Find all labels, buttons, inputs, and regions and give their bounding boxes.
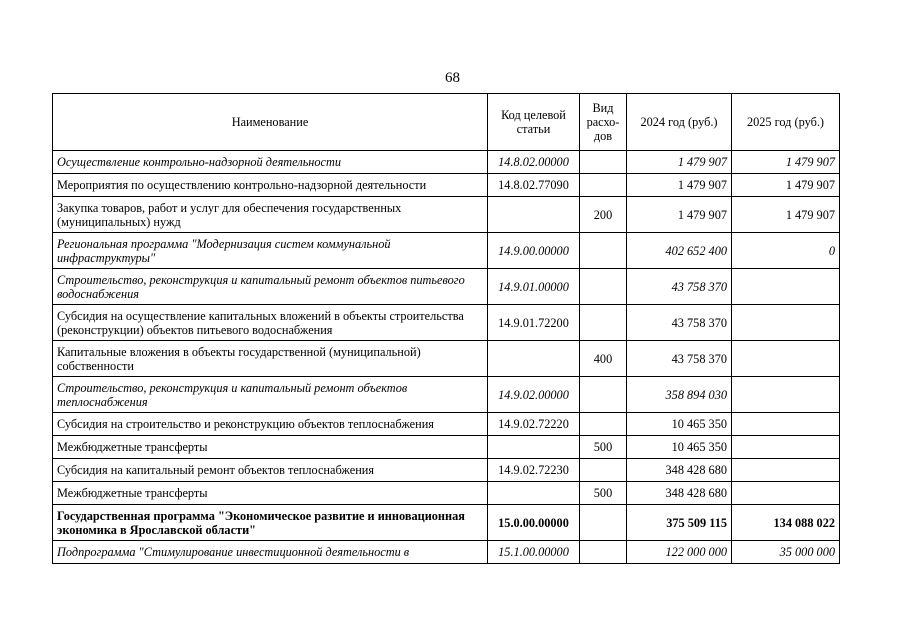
row-code-cell: 14.9.01.00000 [488, 269, 580, 305]
row-2025-amount-cell: 1 479 907 [732, 151, 840, 174]
row-code-cell: 14.8.02.00000 [488, 151, 580, 174]
table-row [53, 436, 840, 459]
table-header-row [53, 94, 840, 151]
row-2025-amount-cell: 1 479 907 [732, 174, 840, 197]
header-year-2024: 2024 год (руб.) [627, 94, 732, 151]
row-2025-amount-cell [732, 413, 840, 436]
row-2025-amount-cell [732, 269, 840, 305]
header-year-2025: 2025 год (руб.) [732, 94, 840, 151]
row-code-cell [488, 482, 580, 505]
table-row [53, 233, 840, 269]
row-2024-amount-cell: 122 000 000 [627, 541, 732, 564]
row-2024-amount-cell: 1 479 907 [627, 197, 732, 233]
row-name-cell: Строительство, реконструкция и капитальный ремонт объектов теплоснабжения [53, 377, 488, 413]
row-code-cell: 14.9.02.72230 [488, 459, 580, 482]
row-2024-amount-cell: 43 758 370 [627, 341, 732, 377]
row-2024-amount-cell: 358 894 030 [627, 377, 732, 413]
row-2024-amount-cell: 10 465 350 [627, 413, 732, 436]
row-kind-cell [580, 151, 627, 174]
row-2024-amount-cell: 348 428 680 [627, 459, 732, 482]
row-kind-cell: 400 [580, 341, 627, 377]
row-2025-amount-cell [732, 305, 840, 341]
row-kind-cell: 500 [580, 436, 627, 459]
table-row [53, 341, 840, 377]
table-row [53, 505, 840, 541]
row-2025-amount-cell [732, 377, 840, 413]
row-2024-amount-cell: 43 758 370 [627, 305, 732, 341]
row-2024-amount-cell: 375 509 115 [627, 505, 732, 541]
header-name: Наименование [53, 94, 488, 151]
row-code-cell: 15.0.00.00000 [488, 505, 580, 541]
row-name-cell: Государственная программа "Экономическое развитие и инновационная экономика в Ярославской области" [53, 505, 488, 541]
row-kind-cell [580, 413, 627, 436]
row-code-cell [488, 341, 580, 377]
row-name-cell: Региональная программа "Модернизация систем коммунальной инфраструктуры" [53, 233, 488, 269]
row-name-cell: Капитальные вложения в объекты государственной (муниципальной) собственности [53, 341, 488, 377]
row-name-cell: Подпрограмма "Стимулирование инвестиционной деятельности в [53, 541, 488, 564]
row-2025-amount-cell: 1 479 907 [732, 197, 840, 233]
row-name-cell: Строительство, реконструкция и капитальный ремонт объектов питьевого водоснабжения [53, 269, 488, 305]
table-row [53, 459, 840, 482]
row-2024-amount-cell: 1 479 907 [627, 174, 732, 197]
row-code-cell: 14.8.02.77090 [488, 174, 580, 197]
table-row [53, 305, 840, 341]
row-2025-amount-cell: 35 000 000 [732, 541, 840, 564]
row-2025-amount-cell: 134 088 022 [732, 505, 840, 541]
row-2024-amount-cell: 402 652 400 [627, 233, 732, 269]
row-2024-amount-cell: 10 465 350 [627, 436, 732, 459]
row-2025-amount-cell [732, 482, 840, 505]
row-kind-cell [580, 459, 627, 482]
table-row [53, 482, 840, 505]
row-kind-cell [580, 233, 627, 269]
row-name-cell: Закупка товаров, работ и услуг для обеспечения государственных (муниципальных) нужд [53, 197, 488, 233]
row-name-cell: Межбюджетные трансферты [53, 482, 488, 505]
row-2024-amount-cell: 43 758 370 [627, 269, 732, 305]
row-code-cell: 14.9.02.00000 [488, 377, 580, 413]
header-code: Код целевой статьи [488, 94, 580, 151]
table-row [53, 377, 840, 413]
row-kind-cell: 500 [580, 482, 627, 505]
row-code-cell [488, 197, 580, 233]
table-row [53, 151, 840, 174]
budget-table [52, 93, 840, 564]
row-code-cell: 14.9.01.72200 [488, 305, 580, 341]
table-row [53, 174, 840, 197]
row-kind-cell [580, 305, 627, 341]
row-name-cell: Субсидия на осуществление капитальных вложений в объекты строительства (реконструкции) объектов питьевого водоснабжения [53, 305, 488, 341]
row-code-cell [488, 436, 580, 459]
row-2025-amount-cell [732, 436, 840, 459]
table-row [53, 269, 840, 305]
row-kind-cell [580, 269, 627, 305]
row-2025-amount-cell [732, 341, 840, 377]
row-name-cell: Субсидия на строительство и реконструкцию объектов теплоснабжения [53, 413, 488, 436]
row-kind-cell [580, 505, 627, 541]
table-row [53, 541, 840, 564]
row-2025-amount-cell [732, 459, 840, 482]
row-kind-cell [580, 174, 627, 197]
row-name-cell: Межбюджетные трансферты [53, 436, 488, 459]
row-kind-cell [580, 541, 627, 564]
page-number: 68 [445, 70, 460, 86]
table-row [53, 197, 840, 233]
table-row [53, 413, 840, 436]
row-2024-amount-cell: 1 479 907 [627, 151, 732, 174]
row-2024-amount-cell: 348 428 680 [627, 482, 732, 505]
row-2025-amount-cell: 0 [732, 233, 840, 269]
row-name-cell: Мероприятия по осуществлению контрольно-надзорной деятельности [53, 174, 488, 197]
row-code-cell: 14.9.02.72220 [488, 413, 580, 436]
row-code-cell: 15.1.00.00000 [488, 541, 580, 564]
row-code-cell: 14.9.00.00000 [488, 233, 580, 269]
row-kind-cell [580, 377, 627, 413]
header-kind: Вид расхо-дов [580, 94, 627, 151]
row-name-cell: Осуществление контрольно-надзорной деятельности [53, 151, 488, 174]
table-body [53, 151, 840, 564]
row-name-cell: Субсидия на капитальный ремонт объектов теплоснабжения [53, 459, 488, 482]
row-kind-cell: 200 [580, 197, 627, 233]
